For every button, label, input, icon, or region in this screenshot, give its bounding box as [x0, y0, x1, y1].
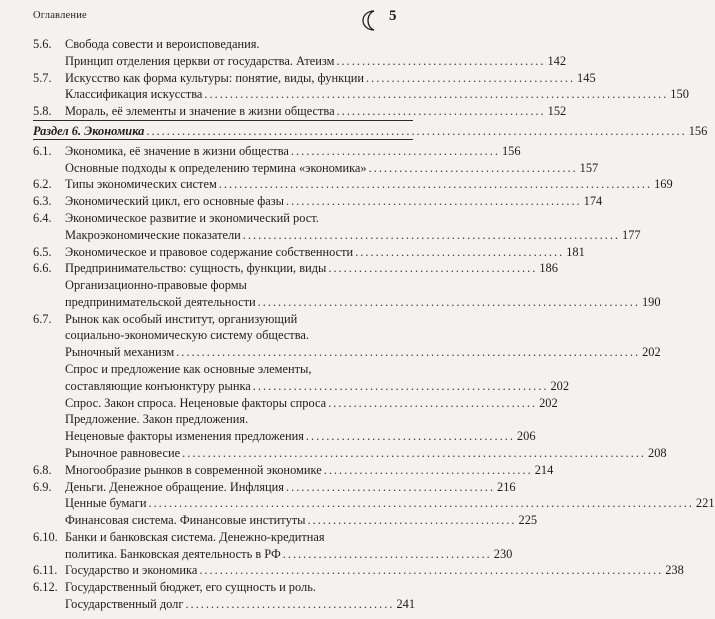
page-number: 5: [389, 8, 397, 24]
toc-entry-6-6-sub-cont[interactable]: предпринимательской деятельности ........................................................................... 190: [65, 294, 661, 309]
entry-title: Рыночный механизм: [65, 345, 175, 360]
entry-title: предпринимательской деятельности: [65, 294, 256, 309]
entry-number: 6.5.: [33, 244, 52, 259]
entry-title: Предложение. Закон предложения.: [65, 412, 249, 427]
entry-page: 142: [547, 53, 567, 68]
toc-entry-6-5[interactable]: 6.5. Экономическое и правовое содержание собственности ......................................... 181: [33, 244, 585, 259]
part-title: Раздел 6. Экономика: [33, 123, 145, 138]
entry-title: Принцип отделения церкви от государства. Атеизм: [65, 53, 335, 68]
entry-title: Спрос. Закон спроса. Неценовые факторы спроса: [65, 395, 327, 410]
entry-title: Основные подходы к определению термина «экономика»: [65, 160, 367, 175]
entry-title: Экономическое развитие и экономический рост.: [65, 210, 319, 225]
toc-entry-5-7[interactable]: 5.7. Искусство как форма культуры: понятие, виды, функции ......................................... 145: [33, 70, 596, 85]
entry-page: 177: [622, 227, 641, 242]
entry-page: 216: [497, 479, 516, 494]
entry-title: Государственный бюджет, его сущность и роль.: [65, 580, 316, 595]
toc-entry-6-1[interactable]: 6.1. Экономика, её значение в жизни общества ......................................... 156: [33, 143, 521, 158]
entry-page: 152: [547, 104, 567, 119]
toc-entry-5-7-sub[interactable]: Классификация искусства ........................................................................................... 150: [65, 87, 689, 102]
toc-entry-6-9-sub1[interactable]: Ценные бумаги ........................................................................................................... 221: [65, 496, 715, 511]
toc-part-6[interactable]: Раздел 6. Экономика .......................................................................................................... 156: [33, 123, 708, 138]
entry-title: Государство и экономика: [65, 563, 198, 578]
entry-title: Мораль, её элементы и значение в жизни общества: [65, 104, 335, 119]
toc-entry-6-7-sub4[interactable]: Рыночное равновесие ........................................................................................... 208: [65, 445, 667, 460]
entry-page: 206: [516, 429, 536, 444]
entry-title: Искусство как форма культуры: понятие, виды, функции: [65, 70, 365, 85]
entry-number: 6.2.: [33, 177, 52, 192]
entry-title: социально-экономическую систему общества.: [65, 328, 309, 343]
entry-title: Государственный долг: [65, 597, 184, 611]
toc-entry-6-6[interactable]: 6.6. Предпринимательство: сущность, функции, виды ......................................... 186: [33, 261, 558, 276]
toc-entry-5-8[interactable]: 5.8. Мораль, её элементы и значение в жизни общества ......................................... 152: [33, 104, 567, 119]
entry-number: 6.12.: [33, 580, 58, 595]
entry-page: 156: [688, 123, 708, 138]
entry-number: 5.6.: [33, 37, 52, 51]
entry-title: Банки и банковская система. Денежно-кредитная: [65, 529, 325, 544]
toc-entry-5-6-cont[interactable]: Принцип отделения церкви от государства. Атеизм ......................................... 142: [65, 53, 567, 68]
entry-title: Классификация искусства: [65, 87, 203, 102]
entry-page: 156: [501, 143, 521, 158]
entry-title: Макроэкономические показатели: [65, 227, 241, 242]
toc-entry-6-7-sub1-cont[interactable]: составляющие конъюнктуру рынка .......................................................... 202: [65, 378, 570, 393]
entry-number: 5.8.: [33, 104, 52, 119]
entry-page: 214: [534, 462, 554, 477]
toc-entry-6-7-sub3-cont[interactable]: Неценовые факторы изменения предложения ......................................... 206: [65, 429, 536, 444]
entry-page: 221: [695, 496, 715, 511]
entry-title: Типы экономических систем: [65, 177, 217, 192]
entry-number: 6.4.: [33, 210, 52, 225]
entry-title: Экономика, её значение в жизни общества: [65, 143, 289, 158]
entry-title: политика. Банковская деятельность в РФ: [65, 546, 281, 561]
toc-entry-6-3[interactable]: 6.3. Экономический цикл, его основные фазы .......................................................... 174: [33, 194, 603, 209]
entry-title: Многообразие рынков в современной экономике: [65, 462, 322, 477]
toc-entry-6-12-cont[interactable]: Государственный долг ......................................... 241: [65, 597, 416, 611]
entry-title: составляющие конъюнктуру рынка: [65, 378, 251, 393]
toc-entry-6-7-sub2[interactable]: Спрос. Закон спроса. Неценовые факторы спроса ......................................... 202: [65, 395, 558, 410]
entry-number: 6.9.: [33, 479, 52, 494]
entry-page: 241: [396, 597, 416, 611]
toc-entry-6-4-cont[interactable]: Макроэкономические показатели .......................................................................... 177: [65, 227, 641, 242]
entry-title: Финансовая система. Финансовые институты: [65, 513, 306, 528]
entry-title: Экономическое и правовое содержание собственности: [65, 244, 354, 259]
entry-number: 6.11.: [33, 563, 58, 578]
entry-title: Предпринимательство: сущность, функции, виды: [65, 261, 327, 276]
entry-title: Деньги. Денежное обращение. Инфляция: [65, 479, 284, 494]
entry-page: 181: [566, 244, 585, 259]
entry-title: Свобода совести и вероисповедания.: [65, 37, 260, 51]
toc-entry-6-12[interactable]: [33, 578, 413, 596]
entry-page: 169: [654, 177, 673, 192]
entry-page: 202: [642, 345, 661, 360]
toc-entry-6-7-cont2[interactable]: Рыночный механизм ........................................................................................... 202: [65, 345, 661, 360]
entry-number: 5.7.: [33, 70, 52, 85]
entry-page: 202: [550, 378, 570, 393]
entry-title: Организационно-правовые формы: [65, 278, 247, 292]
toc-entry-6-10-cont[interactable]: политика. Банковская деятельность в РФ ......................................... 230: [65, 546, 513, 561]
entry-title: Спрос и предложение как основные элементы,: [65, 362, 312, 376]
entry-page: 238: [665, 563, 684, 578]
toc-entry-6-2[interactable]: 6.2. Типы экономических систем ..................................................................................... 169: [33, 177, 673, 192]
entry-page: 174: [583, 194, 603, 209]
entry-page: 190: [641, 294, 661, 309]
running-head: Оглавление: [33, 10, 87, 21]
entry-page: 145: [577, 70, 596, 85]
entry-title: Рынок как особый институт, организующий: [65, 311, 298, 326]
toc-entry-6-8[interactable]: 6.8. Многообразие рынков в современной экономике ......................................... 214: [33, 462, 554, 477]
entry-page: 208: [648, 445, 667, 460]
entry-number: 6.7.: [33, 311, 52, 326]
toc-entry-6-11[interactable]: 6.11. Государство и экономика ........................................................................................... 238: [33, 563, 684, 578]
toc-entry-6-1-sub[interactable]: Основные подходы к определению термина «экономика» ......................................... 157: [65, 160, 599, 175]
toc-entry-6-9[interactable]: 6.9. Деньги. Денежное обращение. Инфляция ......................................... 216: [33, 479, 516, 494]
entry-title: Экономический цикл, его основные фазы: [65, 194, 284, 209]
entry-title: Рыночное равновесие: [65, 445, 181, 460]
entry-page: 157: [579, 160, 599, 175]
entry-page: 225: [518, 513, 538, 528]
entry-number: 6.3.: [33, 194, 52, 209]
entry-number: 6.1.: [33, 143, 52, 158]
entry-title: Неценовые факторы изменения предложения: [65, 429, 304, 444]
entry-page: 150: [670, 87, 689, 102]
entry-number: 6.10.: [33, 529, 58, 544]
entry-page: 230: [493, 546, 513, 561]
entry-title: Ценные бумаги: [65, 496, 147, 511]
entry-number: 6.8.: [33, 462, 52, 477]
entry-page: 186: [539, 261, 558, 276]
entry-page: 202: [539, 395, 558, 410]
toc-entry-6-9-sub2[interactable]: Финансовая система. Финансовые институты ......................................... 225: [65, 513, 538, 528]
entry-number: 6.6.: [33, 261, 52, 276]
